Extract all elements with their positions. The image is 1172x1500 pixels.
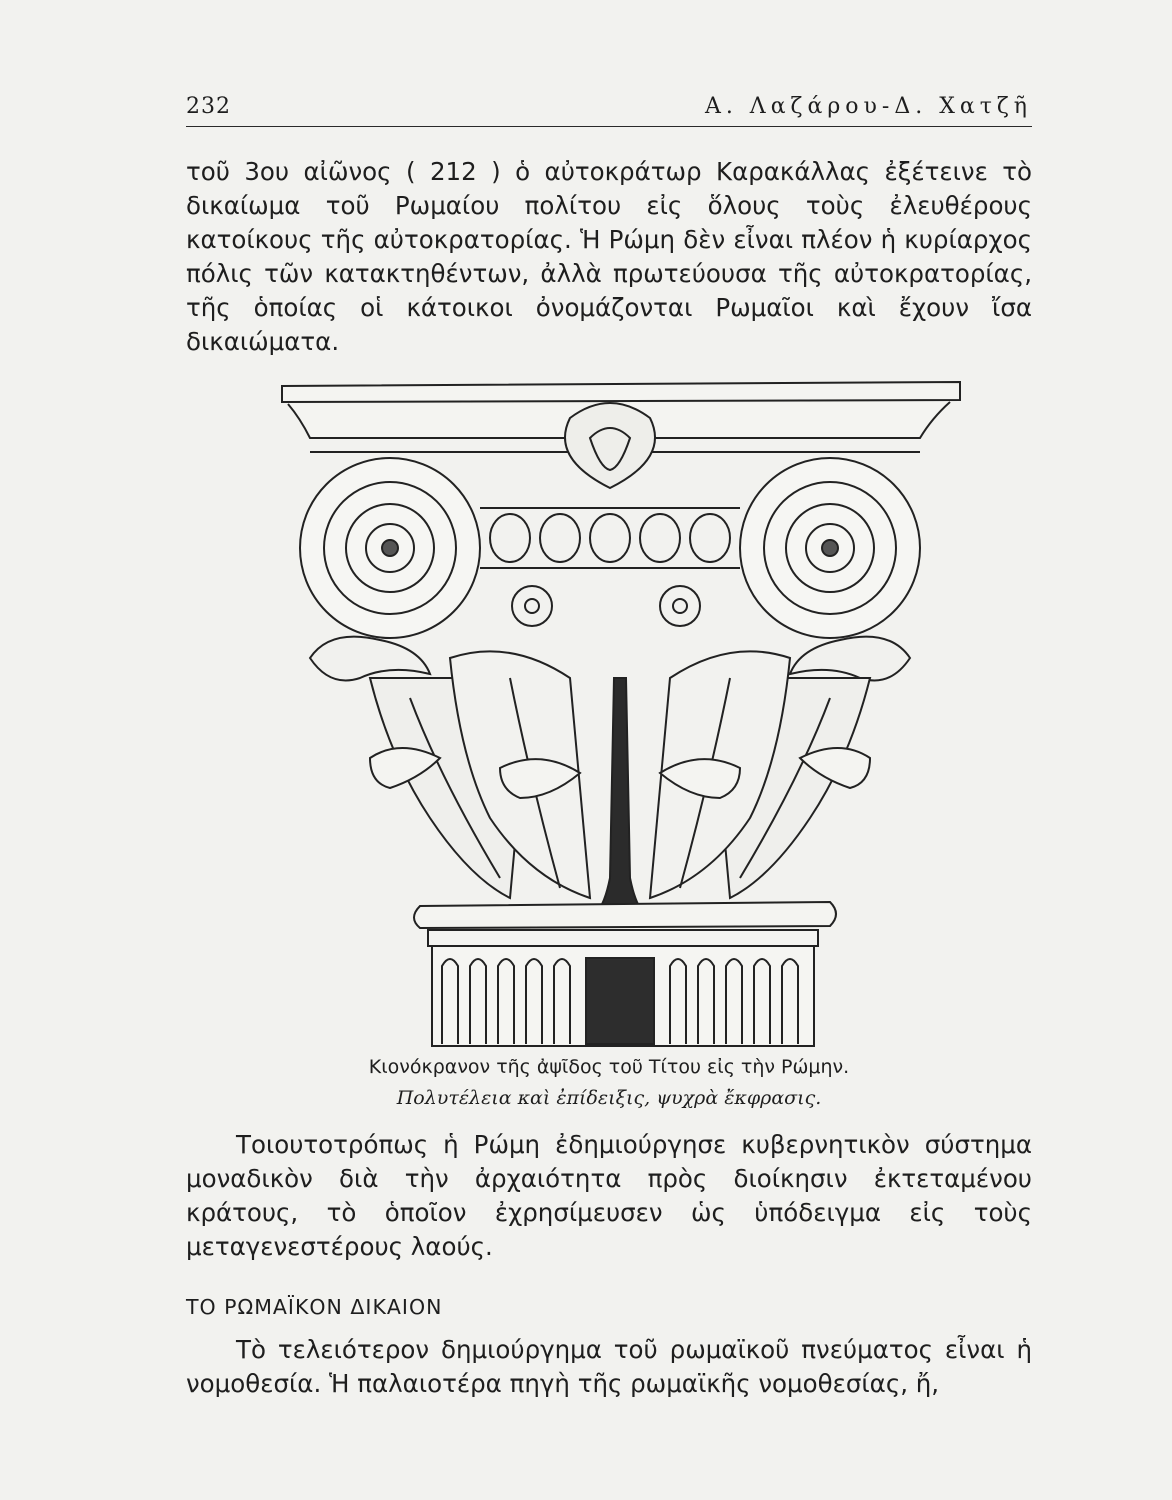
running-head: Α. Λαζάρου-Δ. Χατζῆ xyxy=(704,94,1032,119)
capital-drawing xyxy=(270,378,970,1050)
figure-caption-line-1: Κιονόκρανον τῆς ἀψῖδος τοῦ Τίτου εἰς τὴν Ρώμην. xyxy=(368,1056,850,1078)
page-number: 232 xyxy=(186,94,231,119)
section-heading: ΤΟ ΡΩΜΑΪΚΟΝ ΔΙΚΑΙΟΝ xyxy=(186,1295,443,1319)
paragraph-1: τοῦ 3ου αἰῶνος ( 212 ) ὁ αὐτοκράτωρ Καρακάλλας ἐξέτεινε τὸ δικαίωμα τοῦ Ρωμαίου πολίτου εἰς ὅλους τοὺς ἐλευθέρους κατοίκους τῆς αὐτοκρατορίας. Ἡ Ρώμη δὲν εἶναι πλέον ἡ κυρίαρχος πόλις τῶν κατακτηθέντων, ἀλλὰ πρωτεύουσα τῆς αὐτοκρατορίας, τῆς ὁποίας οἱ κάτοικοι ὀνομάζονται Ρωμαῖοι καὶ ἔχουν ἴσα δικαιώματα. xyxy=(186,157,1032,356)
paragraph-3: Τὸ τελειότερον δημιούργημα τοῦ ρωμαϊκοῦ πνεύματος εἶναι ἡ νομοθεσία. Ἡ παλαιοτέρα πηγὴ τῆς ρωμαϊκῆς νομοθεσίας, ἤ, xyxy=(186,1335,1032,1398)
paragraph-2: Τοιουτοτρόπως ἡ Ρώμη ἐδημιούργησε κυβερνητικὸν σύστημα μοναδικὸν διὰ τὴν ἀρχαιότητα πρὸς διοίκησιν ἐκτεταμένου κράτους, τὸ ὁποῖον ἐχρησίμευσεν ὡς ὑπόδειγμα εἰς τοὺς μεταγενεστέρους λαούς. xyxy=(186,1130,1032,1261)
column-capital-illustration xyxy=(270,378,970,1050)
figure-caption-line-2: Πολυτέλεια καὶ ἐπίδειξις, ψυχρὰ ἔκφρασις. xyxy=(396,1087,822,1109)
page-header xyxy=(186,92,1032,127)
